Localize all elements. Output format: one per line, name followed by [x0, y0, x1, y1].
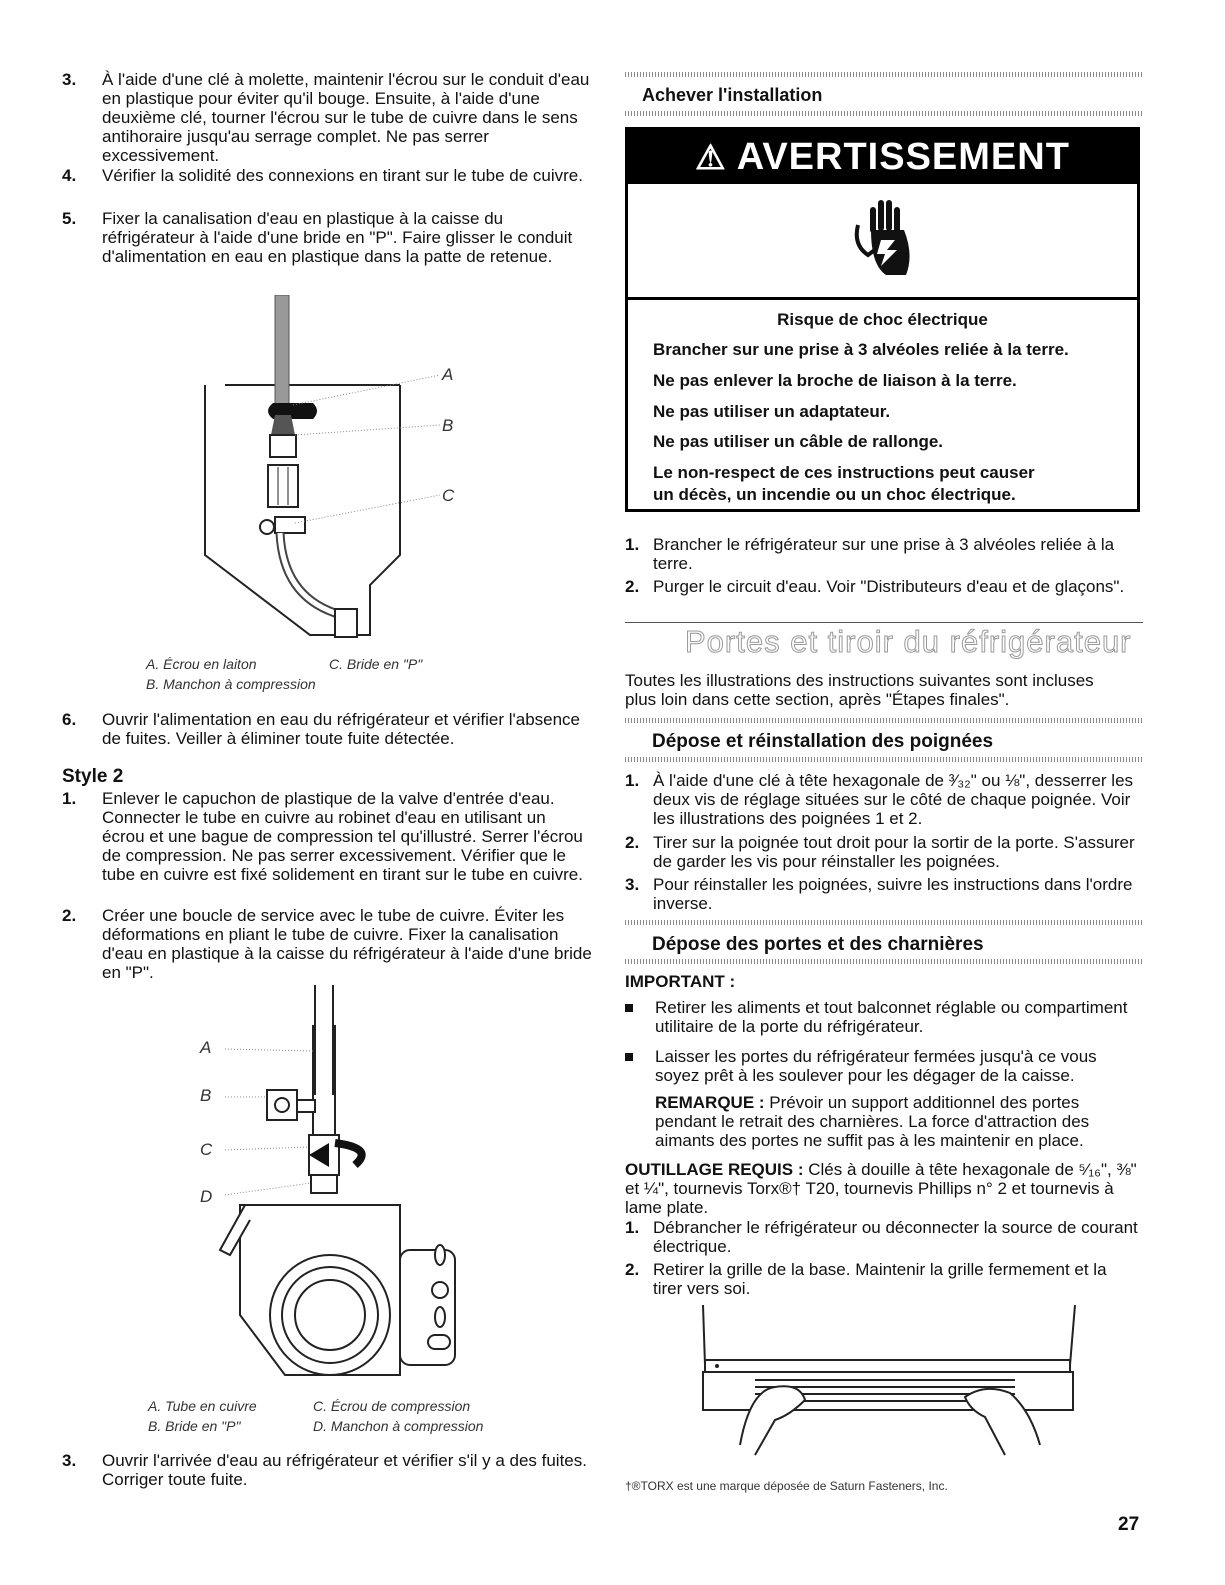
divider	[625, 111, 1143, 116]
caption-c: C. Bride en "P"	[329, 656, 423, 672]
copper-tube-figure	[215, 985, 475, 1380]
warning-line: Ne pas utiliser un adaptateur.	[653, 402, 891, 421]
divider	[625, 757, 1143, 762]
bullet-item	[625, 998, 1140, 1036]
handle-step-2	[625, 833, 1140, 871]
section-intro: Toutes les illustrations des instructions suivantes sont incluses plus loin dans cette section, après "Étapes finales".	[625, 671, 1094, 709]
step-3	[62, 70, 592, 165]
bullet-icon	[625, 1004, 633, 1012]
bullet-text: Laisser les portes du réfrigérateur fermées jusqu'à ce vous soyez prêt à les soulever pour les dégager de la caisse.	[655, 1047, 1097, 1085]
warning-line: Ne pas utiliser un câble de rallonge.	[653, 432, 944, 451]
caption-a: A. Écrou en laiton	[146, 656, 257, 672]
divider	[625, 959, 1143, 964]
warning-line: Le non-respect de ces instructions peut causer	[653, 463, 1035, 482]
figure-label-a: A	[200, 1038, 212, 1057]
step-number: 2.	[62, 906, 77, 925]
outillage-label: OUTILLAGE REQUIS :	[625, 1160, 804, 1179]
warning-divider	[628, 297, 1137, 300]
step-number: 6.	[62, 710, 77, 729]
step-text: Pour réinstaller les poignées, suivre les instructions dans l'ordre inverse.	[653, 875, 1133, 913]
warning-header	[628, 130, 1137, 184]
step-number: 3.	[62, 1451, 77, 1470]
caption-c: C. Écrou de compression	[313, 1398, 471, 1414]
step-number: 3.	[625, 875, 640, 894]
divider	[625, 72, 1143, 77]
step-number: 1.	[625, 1218, 640, 1237]
handle-step-3	[625, 875, 1140, 913]
figure-label-a: A	[442, 365, 454, 384]
step-text: Ouvrir l'alimentation en eau du réfrigérateur et vérifier l'absence de fuites. Veiller à éliminer toute fuite détectée.	[102, 710, 581, 748]
step-1	[62, 789, 592, 884]
step-text: Débrancher le réfrigérateur ou déconnecter la source de courant électrique.	[653, 1218, 1138, 1256]
door-step-2	[625, 1260, 1140, 1298]
divider	[625, 718, 1143, 723]
bullet-item	[625, 1047, 1140, 1085]
warning-line: un décès, un incendie ou un choc électrique.	[653, 485, 1016, 504]
section-title: Portes et tiroir du réfrigérateur	[685, 624, 1132, 659]
figure-label-c: C	[442, 486, 455, 505]
step-text: Brancher le réfrigérateur sur une prise à 3 alvéoles reliée à la terre.	[653, 535, 1115, 573]
step-number: 2.	[625, 833, 640, 852]
step-number: 5.	[62, 209, 77, 228]
page-number: 27	[1118, 1514, 1140, 1535]
bullet-icon	[625, 1053, 633, 1061]
step-text: Créer une boucle de service avec le tube de cuivre. Éviter les déformations en pliant le tube de cuivre. Fixer la canalisation d'eau en plastique à la caisse du réfrigérateur à l'aide d'une bride en "P".	[102, 906, 592, 982]
important-label: IMPORTANT :	[625, 972, 736, 991]
remarque-note	[655, 1093, 1140, 1150]
step-text: À l'aide d'une clé à tête hexagonale de ³⁄₃₂" ou ⅛", desserrer les deux vis de réglage situées sur le côté de chaque poignée. Voir les illustrations des poignées 1 et 2.	[653, 771, 1134, 828]
outillage-text: Clés à douille à tête hexagonale de ⁵⁄₁₆", ⅜" et ¼", tournevis Torx®† T20, tournevis Phillips n° 2 et tournevis à lame plate.	[625, 1160, 1137, 1217]
step-text: Purger le circuit d'eau. Voir "Distributeurs d'eau et de glaçons".	[653, 577, 1125, 596]
step-3	[62, 1451, 592, 1489]
step-text: À l'aide d'une clé à molette, maintenir l'écrou sur le conduit d'eau en plastique pour éviter qu'il bouge. Ensuite, à l'aide d'une deuxième clé, tourner l'écrou sur le tube de cuivre dans le sens antihoraire jusqu'au serrage complet. Ne pas serrer excessivement.	[102, 70, 590, 165]
step-text: Enlever le capuchon de plastique de la valve d'entrée d'eau. Connecter le tube en cuivre au robinet d'eau en utilisant un écrou et une bague de compression tel qu'illustré. Serrer l'écrou de compression. Ne pas serrer excessivement. Vérifier que le tube en cuivre est fixé solidement en tirant sur le tube en cuivre.	[102, 789, 583, 884]
brass-nut-figure	[195, 295, 465, 640]
base-grille-figure	[695, 1305, 1085, 1465]
step-number: 4.	[62, 166, 77, 185]
step-2	[62, 906, 592, 982]
install-step-2	[625, 577, 1140, 596]
handle-step-1	[625, 771, 1140, 828]
step-number: 1.	[62, 789, 77, 808]
step-text: Vérifier la solidité des connexions en tirant sur le tube de cuivre.	[102, 166, 583, 185]
caption-a: A. Tube en cuivre	[148, 1398, 257, 1414]
bullet-text: Retirer les aliments et tout balconnet réglable ou compartiment utilitaire de la porte du réfrigérateur.	[655, 998, 1128, 1036]
door-step-1	[625, 1218, 1140, 1256]
caption-b: B. Bride en "P"	[148, 1418, 241, 1434]
remarque-text: Prévoir un support additionnel des portes pendant le retrait des charnières. La force d'attraction des aimants des portes ne suffit pas à les maintenir en place.	[655, 1093, 1090, 1150]
install-step-1	[625, 535, 1140, 573]
warning-subtitle: Risque de choc électrique	[777, 310, 988, 329]
divider	[625, 920, 1143, 925]
electric-shock-icon	[853, 195, 913, 285]
style-2-heading: Style 2	[62, 766, 124, 787]
step-text: Fixer la canalisation d'eau en plastique à la caisse du réfrigérateur à l'aide d'une bride en "P". Faire glisser le conduit d'alimentation en eau en plastique dans la patte de retenue.	[102, 209, 573, 266]
caption-b: B. Manchon à compression	[146, 676, 316, 692]
step-text: Ouvrir l'arrivée d'eau au réfrigérateur et vérifier s'il y a des fuites. Corriger toute fuite.	[102, 1451, 587, 1489]
footnote: †®TORX est une marque déposée de Saturn Fasteners, Inc.	[625, 1479, 948, 1493]
warning-title: AVERTISSEMENT	[736, 136, 1070, 178]
warning-line: Ne pas enlever la broche de liaison à la terre.	[653, 371, 1017, 390]
step-text: Retirer la grille de la base. Maintenir la grille fermement et la tirer vers soi.	[653, 1260, 1107, 1298]
step-number: 1.	[625, 535, 640, 554]
figure-label-c: C	[200, 1140, 213, 1159]
warning-box	[625, 127, 1140, 512]
step-number: 3.	[62, 70, 77, 89]
step-text: Tirer sur la poignée tout droit pour la sortir de la porte. S'assurer de garder les vis pour réinstaller les poignées.	[653, 833, 1135, 871]
install-heading: Achever l'installation	[642, 85, 823, 105]
figure-label-d: D	[200, 1187, 213, 1206]
step-number: 2.	[625, 577, 640, 596]
figure-label-b: B	[442, 416, 454, 435]
step-number: 1.	[625, 771, 640, 790]
step-number: 2.	[625, 1260, 640, 1279]
outillage-note	[625, 1160, 1140, 1217]
section-rule	[625, 622, 1143, 623]
remarque-label: REMARQUE :	[655, 1093, 765, 1112]
warning-triangle-icon: ⚠	[695, 139, 727, 177]
step-4	[62, 166, 592, 185]
handles-heading: Dépose et réinstallation des poignées	[652, 731, 994, 752]
figure-label-b: B	[200, 1086, 212, 1105]
caption-d: D. Manchon à compression	[313, 1418, 484, 1434]
step-5	[62, 209, 592, 266]
doors-heading: Dépose des portes et des charnières	[652, 934, 984, 955]
warning-line: Brancher sur une prise à 3 alvéoles reliée à la terre.	[653, 340, 1069, 359]
step-6	[62, 710, 592, 748]
